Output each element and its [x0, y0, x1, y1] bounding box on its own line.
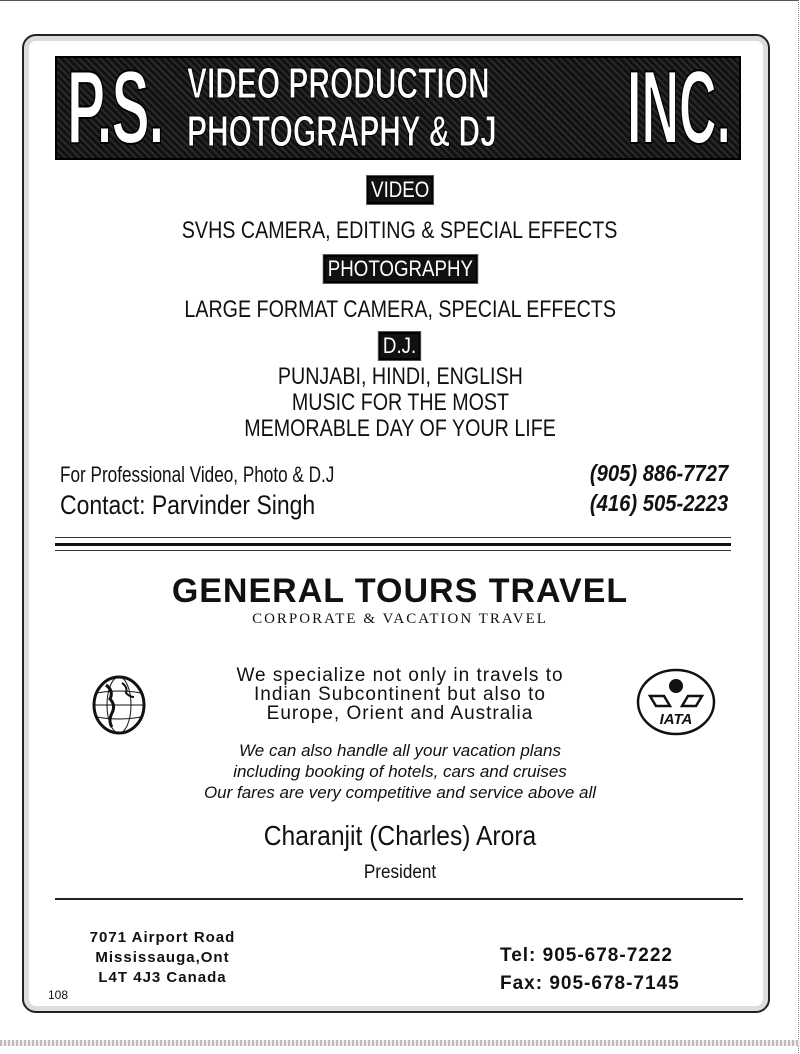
banner-middle: [187, 60, 627, 156]
phone-number: (905) 886-7727: [589, 460, 728, 486]
italic-line: Our fares are very competitive and service above all: [203, 783, 597, 802]
ps-contact: [60, 462, 412, 521]
scan-artifact-band: [0, 1040, 800, 1046]
divider: [55, 543, 731, 546]
banner-line-1: VIDEO PRODUCTION: [187, 59, 490, 108]
video-description: SVHS CAMERA, EDITING & SPECIAL EFFECTS: [182, 217, 618, 244]
dj-description-line: MUSIC FOR THE MOST: [291, 389, 509, 416]
dj-desc-row-3: [0, 416, 800, 442]
president-title: President: [363, 862, 437, 883]
phone-number: (416) 505-2223: [589, 490, 728, 516]
banner-line-2: PHOTOGRAPHY & DJ: [187, 107, 497, 156]
fax: Fax: 905-678-7145: [500, 973, 680, 994]
iata-logo-icon: [636, 668, 716, 736]
dj-description-line: PUNJABI, HINDI, ENGLISH: [277, 363, 523, 390]
page-number: 108: [48, 988, 69, 1002]
dj-desc-row-1: [0, 364, 800, 390]
specialize-line: Indian Subcontinent but also to: [254, 684, 546, 705]
ps-video-banner: [55, 50, 741, 166]
banner-ps-initials: P.S.: [67, 50, 164, 166]
contact-person: Contact: Parvinder Singh: [60, 490, 316, 520]
specialize-line: Europe, Orient and Australia: [266, 703, 534, 724]
ps-phones: [571, 458, 728, 518]
video-section: [0, 176, 800, 204]
dj-tag: D.J.: [379, 332, 421, 360]
divider: [55, 537, 731, 538]
gtt-subtitle: CORPORATE & VACATION TRAVEL: [252, 611, 548, 627]
tel-fax-block: [500, 942, 680, 998]
photography-desc-row: [0, 297, 800, 323]
dj-description-line: MEMORABLE DAY OF YOUR LIFE: [244, 415, 556, 442]
video-desc-row: [0, 218, 800, 244]
gtt-title: GENERAL TOURS TRAVEL: [171, 572, 629, 610]
divider: [55, 898, 743, 900]
contact-tagline: For Professional Video, Photo & D.J: [60, 462, 335, 487]
address-line: L4T 4J3 Canada: [98, 969, 227, 986]
president-name: Charanjit (Charles) Arora: [263, 820, 537, 851]
banner-inc: INC.: [627, 50, 731, 166]
telephone: Tel: 905-678-7222: [500, 945, 673, 966]
photography-section: [0, 255, 800, 283]
dj-section: [0, 332, 800, 360]
divider: [55, 550, 731, 551]
vacation-plans-block: [0, 740, 800, 803]
address-line: Mississauga,Ont: [95, 949, 230, 966]
photography-description: LARGE FORMAT CAMERA, SPECIAL EFFECTS: [184, 296, 616, 323]
address-block: [70, 928, 255, 988]
video-tag: VIDEO: [367, 176, 434, 204]
dj-desc-row-2: [0, 390, 800, 416]
iata-label: IATA: [659, 711, 693, 728]
italic-line: We can also handle all your vacation plans: [239, 741, 561, 760]
address-line: 7071 Airport Road: [89, 929, 236, 946]
specialize-line: We specialize not only in travels to: [236, 665, 564, 686]
photography-tag: PHOTOGRAPHY: [323, 255, 477, 283]
italic-line: including booking of hotels, cars and cruises: [233, 762, 567, 781]
